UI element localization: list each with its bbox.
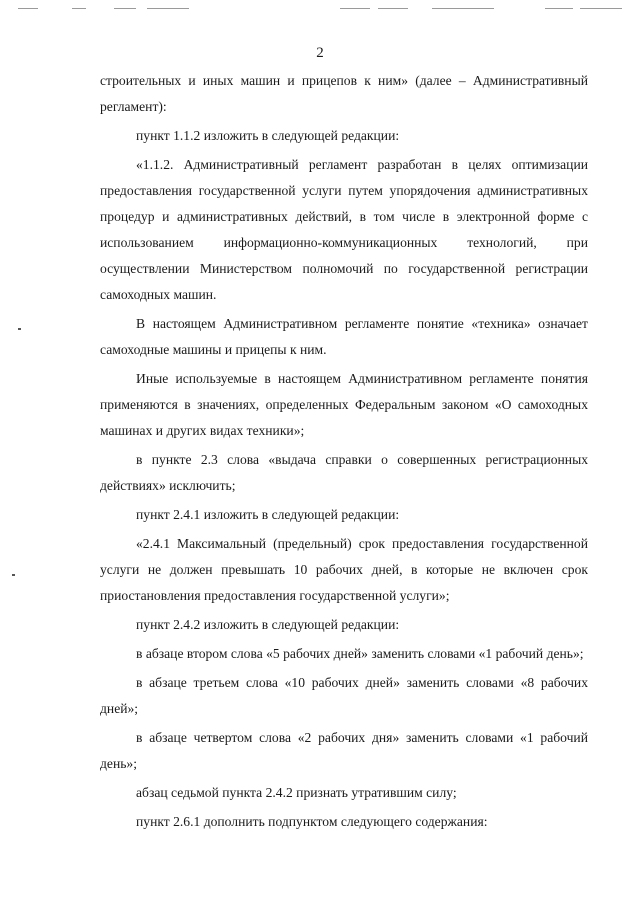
paragraph: пункт 2.4.2 изложить в следующей редакции: (136, 617, 400, 632)
paragraph: пункт 2.6.1 дополнить подпунктом следующего содержания: (136, 814, 488, 829)
paragraph: пункт 1.1.2 изложить в следующей редакции: (136, 128, 400, 143)
scan-artifact-line (72, 8, 86, 9)
paragraph: в абзаце третьем слова «10 рабочих дней» заменить словами «8 рабочих дней»; (100, 675, 588, 716)
paragraph: «2.4.1 Максимальный (предельный) срок предоставления государственной услуги не должен превышать 10 рабочих дней, в которые не включен срок приостановления предоставления государственной услуги»; (100, 536, 588, 603)
paragraph: в пункте 2.3 слова «выдача справки о совершенных регистрационных действиях» исключить; (100, 452, 588, 493)
paragraph: пункт 2.4.1 изложить в следующей редакции: (136, 507, 400, 522)
paragraph: абзац седьмой пункта 2.4.2 признать утратившим силу; (136, 785, 457, 800)
paragraph: «1.1.2. Административный регламент разработан в целях оптимизации предоставления государственной услуги путем упорядочения административных процедур и административных действий, в том числе в электронной форме с использованием информационно-коммуникационных технологий, при осуществлении Министерством полномочий по государственной регистрации самоходных машин. (100, 157, 588, 302)
paragraph: В настоящем Административном регламенте понятие «техника» означает самоходные машины и прицепы к ним. (100, 316, 588, 357)
scan-speck (18, 328, 21, 330)
paragraph: Иные используемые в настоящем Административном регламенте понятия применяются в значениях, определенных Федеральным законом «О самоходных машинах и других видах техники»; (100, 371, 588, 438)
document-body (100, 68, 588, 835)
paragraph: строительных и иных машин и прицепов к ним» (далее – Административный регламент): (100, 73, 588, 114)
scan-artifact-line (545, 8, 573, 9)
scan-artifact-line (18, 8, 38, 9)
paragraph: в абзаце четвертом слова «2 рабочих дня» заменить словами «1 рабочий день»; (100, 730, 588, 771)
scan-artifact-line (580, 8, 622, 9)
paragraph: в абзаце втором слова «5 рабочих дней» заменить словами «1 рабочий день»; (136, 646, 584, 661)
scan-speck (12, 574, 15, 576)
scan-artifact-line (378, 8, 408, 9)
scan-artifact-line (114, 8, 136, 9)
scan-artifact-line (147, 8, 189, 9)
scan-artifact-line (432, 8, 494, 9)
page-number: 2 (316, 45, 324, 61)
scan-artifact-line (340, 8, 370, 9)
